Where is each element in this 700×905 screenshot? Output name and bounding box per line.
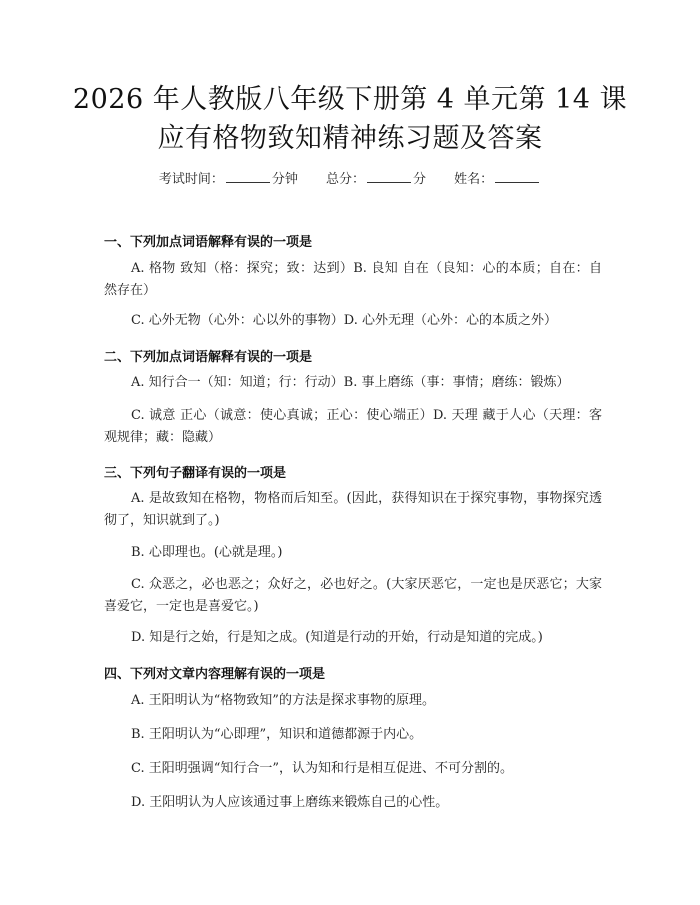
question-2-option-cd: C. 诚意 正心（诚意：使心真诚；正心：使心端正）D. 天理 藏于人心（天理：客观规律；藏：隐藏） [104, 408, 602, 445]
question-3-option-b: B. 心即理也。(心就是理。) [131, 545, 283, 560]
document-title-line-2: 应有格物致知精神练习题及答案 [157, 123, 543, 154]
exam-time-field [159, 168, 298, 187]
student-name-label: 姓名： [454, 172, 494, 187]
question-4-heading: 四、下列对文章内容理解有误的一项是 [104, 667, 326, 682]
exam-time-label: 考试时间： [158, 172, 224, 187]
exam-meta-row [0, 168, 700, 187]
student-name-field [454, 168, 541, 187]
total-score-unit: 分 [413, 172, 427, 187]
total-score-blank [367, 170, 411, 183]
question-3-option-c: C. 众恶之，必也恶之；众好之，必也好之。(大家厌恶它，一定也是厌恶它；大家喜爱它，一定也是喜爱它。) [104, 577, 602, 614]
question-1-heading: 一、下列加点词语解释有误的一项是 [104, 235, 313, 250]
document-title-line-1: 2026 年人教版八年级下册第 4 单元第 14 课 [72, 84, 628, 115]
question-1-option-ab: A. 格物 致知（格：探究；致：达到）B. 良知 自在（良知：心的本质；自在：自然存在） [104, 261, 602, 298]
exam-time-unit: 分钟 [271, 172, 298, 187]
question-4-option-b: B. 王阳明认为“心即理”，知识和道德都源于内心。 [131, 727, 423, 742]
question-2-heading: 二、下列加点词语解释有误的一项是 [104, 350, 313, 365]
question-2-option-ab: A. 知行合一（知：知道；行：行动）B. 事上磨练（事：事情；磨练：锻炼） [131, 375, 570, 390]
student-name-blank [495, 170, 539, 183]
question-4-option-c: C. 王阳明强调“知行合一”，认为知和行是相互促进、不可分割的。 [131, 761, 514, 776]
question-3-heading: 三、下列句子翻译有误的一项是 [104, 466, 287, 481]
total-score-label: 总分： [325, 172, 365, 187]
total-score-field [326, 168, 426, 187]
question-4-option-d: D. 王阳明认为人应该通过事上磨练来锻炼自己的心性。 [131, 795, 449, 810]
question-3-option-a: A. 是故致知在格物，物格而后知至。(因此，获得知识在于探究事物，事物探究透彻了，知识就到了。) [104, 491, 602, 528]
question-4-option-a: A. 王阳明认为“格物致知”的方法是探求事物的原理。 [131, 693, 435, 708]
exam-time-blank [226, 170, 270, 183]
question-1-option-cd: C. 心外无物（心外：心以外的事物）D. 心外无理（心外：心的本质之外） [131, 313, 557, 328]
question-3-option-d: D. 知是行之始，行是知之成。(知道是行动的开始，行动是知道的完成。) [131, 630, 543, 645]
